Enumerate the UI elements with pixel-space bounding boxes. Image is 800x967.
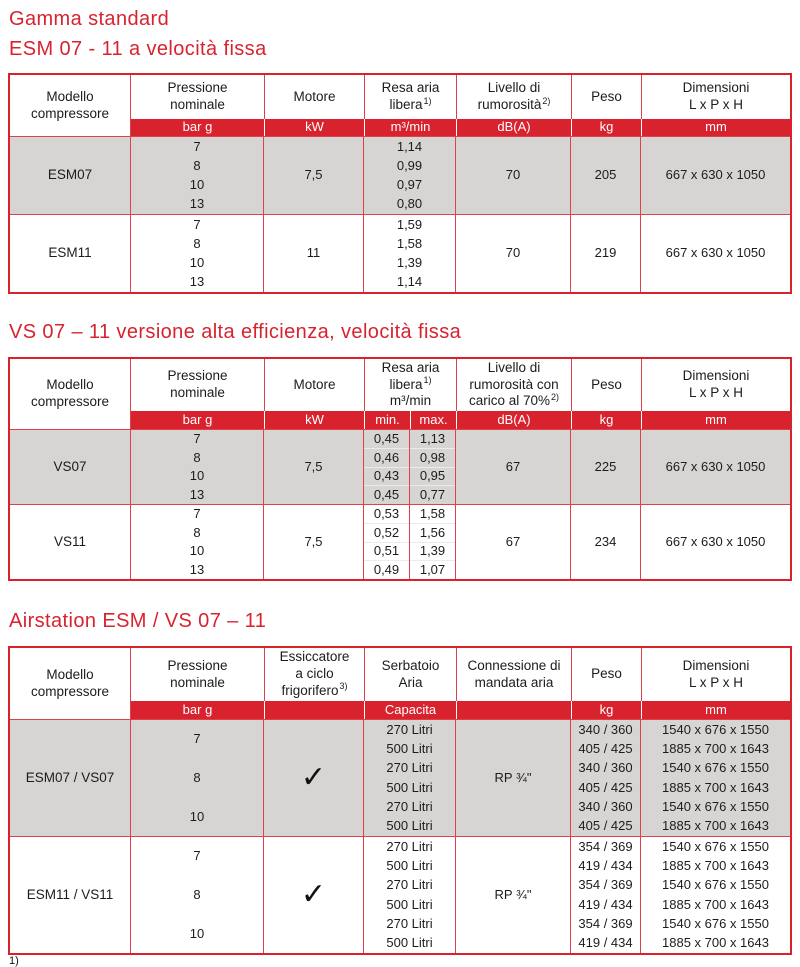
- pressure-value: 8: [193, 524, 201, 540]
- checkmark-icon: ✓: [300, 760, 327, 796]
- tank-capacity-value: 270 Litri: [386, 877, 433, 893]
- unit-dryer: [264, 701, 364, 719]
- unit-min: min.: [364, 411, 410, 429]
- model-name: ESM11: [48, 245, 92, 261]
- column-header-pressure: Pressione nominale: [167, 657, 228, 690]
- section-title-esm: ESM 07 - 11 a velocità fissa: [9, 38, 267, 60]
- noise-value: 67: [455, 430, 570, 504]
- tank-capacity-value: 270 Litri: [386, 915, 433, 931]
- pressure-value: 7: [193, 138, 201, 154]
- motor-value: 7,5: [263, 137, 363, 214]
- column-header-connection: Connessione di mandata aria: [456, 648, 571, 701]
- flow-max-value: 0,77: [410, 485, 455, 504]
- model-name: ESM07 / VS07: [25, 769, 115, 785]
- motor-value: 7,5: [263, 505, 363, 579]
- noise-value: 67: [455, 505, 570, 579]
- unit-pressure: bar g: [182, 411, 213, 427]
- column-header-weight: Peso: [571, 648, 641, 701]
- flow-max-value: 0,95: [410, 467, 455, 486]
- connection-value: RP ¾": [455, 837, 570, 953]
- spec-table-airstation: [8, 646, 792, 955]
- checkmark-icon: ✓: [300, 877, 327, 913]
- unit-dims: mm: [641, 411, 790, 429]
- column-header-weight: Peso: [571, 359, 641, 411]
- connection-value: RP ¾": [455, 720, 570, 836]
- weight-value: 225: [570, 430, 640, 504]
- column-header-noise: Livello di rumorosità$^{2)}$: [456, 75, 571, 119]
- flow-max-value: 1,39: [410, 542, 455, 561]
- flow-min-value: 0,49: [364, 560, 409, 579]
- pressure-value: 7: [193, 216, 201, 232]
- pressure-value: 8: [193, 157, 201, 173]
- unit-pressure: bar g: [182, 119, 213, 135]
- weight-value: 419 / 434: [578, 857, 633, 873]
- column-header-flow: Resa aria libera$^{1)}$ m³/min: [364, 359, 456, 411]
- page-title: Gamma standard: [9, 8, 170, 30]
- unit-tank: Capacita: [364, 701, 456, 719]
- flow-value: 1,14: [396, 274, 423, 290]
- model-name: VS07: [53, 458, 87, 474]
- flow-min-value: 0,53: [373, 505, 400, 521]
- weight-value: 219: [570, 215, 640, 292]
- pressure-value: 10: [189, 177, 205, 192]
- pressure-value: 8: [193, 449, 201, 465]
- flow-value: 1,59: [396, 216, 423, 232]
- flow-value: 0,80: [396, 196, 423, 212]
- weight-value: 340 / 360: [578, 760, 633, 776]
- weight-value: 419 / 434: [578, 935, 633, 951]
- weight-value: 234: [570, 505, 640, 579]
- unit-dims: mm: [641, 701, 790, 719]
- dims-value: 1540 x 676 x 1550: [662, 838, 769, 854]
- flow-min-value: 0,45: [364, 485, 409, 504]
- model-name: ESM11 / VS11: [26, 886, 114, 902]
- unit-noise: dB(A): [456, 119, 571, 136]
- tank-capacity-value: 500 Litri: [386, 857, 433, 873]
- table-row-esm11-vs11: [10, 836, 790, 953]
- dims-value: 1885 x 700 x 1643: [662, 779, 769, 795]
- pressure-value: 7: [193, 431, 201, 447]
- flow-max-value: 1,56: [410, 523, 455, 542]
- column-header-pressure: Pressione nominale: [167, 80, 228, 112]
- units-row: [131, 411, 790, 429]
- flow-min-value: 0,43: [364, 467, 409, 486]
- tank-capacity-value: 500 Litri: [386, 818, 433, 834]
- column-header-weight: Peso: [571, 75, 641, 119]
- noise-value: 70: [455, 215, 570, 292]
- flow-max-value: 0,98: [410, 448, 455, 467]
- table-header: [10, 75, 790, 136]
- pressure-value: 7: [193, 506, 201, 522]
- dims-value: 1540 x 676 x 1550: [662, 877, 769, 893]
- dims-value: 1885 x 700 x 1643: [662, 740, 769, 756]
- dims-value: 1540 x 676 x 1550: [662, 760, 769, 776]
- column-header-pressure: Pressione nominale: [167, 368, 228, 400]
- flow-value: 1,58: [396, 235, 423, 251]
- unit-weight: kg: [571, 701, 641, 719]
- motor-value: 7,5: [263, 430, 363, 504]
- model-name: ESM07: [47, 167, 93, 183]
- unit-motor: kW: [264, 119, 364, 136]
- units-row: [131, 701, 790, 719]
- dims-value: 667 x 630 x 1050: [640, 137, 790, 214]
- dims-value: 1540 x 676 x 1550: [662, 721, 769, 737]
- column-header-model: Modello compressore: [30, 88, 110, 121]
- pressure-value: 13: [189, 486, 205, 502]
- unit-connection: [456, 701, 571, 719]
- column-header-flow: Resa aria libera$^{1)}$: [364, 75, 456, 119]
- column-header-model: Modello compressore: [30, 377, 110, 409]
- tank-capacity-value: 270 Litri: [386, 760, 433, 776]
- pressure-value: 10: [189, 808, 205, 824]
- model-name: VS11: [53, 533, 87, 549]
- tank-capacity-value: 500 Litri: [386, 935, 433, 951]
- weight-value: 354 / 369: [578, 915, 633, 931]
- unit-dims: mm: [641, 119, 790, 136]
- column-header-dims: Dimensioni L x P x H: [641, 75, 790, 119]
- weight-value: 340 / 360: [578, 798, 633, 814]
- flow-value: 1,14: [396, 138, 423, 154]
- motor-value: 11: [263, 215, 363, 292]
- table-header: [10, 648, 790, 719]
- pressure-value: 7: [193, 731, 201, 747]
- dims-value: 1540 x 676 x 1550: [662, 798, 769, 814]
- tank-capacity-value: 270 Litri: [386, 721, 433, 737]
- weight-value: 405 / 425: [578, 818, 633, 834]
- table-row-vs11: [10, 504, 790, 579]
- footnote-ref: 3): [339, 681, 348, 692]
- weight-value: 405 / 425: [578, 779, 633, 795]
- column-header-dims: Dimensioni L x P x H: [641, 359, 790, 411]
- flow-value: 0,99: [396, 157, 423, 173]
- footnote-ref: 2): [551, 391, 560, 402]
- tank-capacity-value: 500 Litri: [386, 896, 433, 912]
- flow-min-value: 0,46: [364, 448, 409, 467]
- flow-min-value: 0,51: [364, 542, 409, 561]
- pressure-value: 10: [189, 543, 205, 559]
- footnote-ref: 1): [423, 375, 432, 386]
- tank-capacity-value: 500 Litri: [386, 740, 433, 756]
- pressure-value: 13: [189, 196, 205, 212]
- table-row-esm07: [10, 136, 790, 214]
- dims-value: 1885 x 700 x 1643: [662, 896, 769, 912]
- spec-table-esm: [8, 73, 792, 294]
- weight-value: 354 / 369: [578, 838, 633, 854]
- pressure-value: 10: [189, 468, 205, 484]
- flow-value: 0,97: [396, 177, 423, 192]
- flow-min-value: 0,52: [364, 523, 409, 542]
- units-row: [131, 119, 790, 136]
- weight-value: 419 / 434: [578, 896, 633, 912]
- column-header-tank: Serbatoio Aria: [364, 648, 456, 701]
- column-header-motor: Motore: [264, 75, 364, 119]
- pressure-value: 10: [189, 255, 205, 270]
- unit-flow: m³/min: [364, 119, 456, 136]
- section-title-vs: VS 07 – 11 versione alta efficienza, velocità fissa: [9, 321, 462, 343]
- flow-max-value: 1,13: [419, 430, 446, 446]
- unit-pressure: bar g: [182, 701, 213, 717]
- unit-noise: dB(A): [456, 411, 571, 429]
- weight-value: 354 / 369: [578, 877, 633, 893]
- flow-max-value: 1,58: [419, 505, 446, 521]
- pressure-value: 8: [193, 235, 201, 251]
- column-header-model: Modello compressore: [30, 666, 110, 699]
- weight-value: 340 / 360: [578, 721, 633, 737]
- flow-max-value: 1,07: [410, 560, 455, 579]
- pressure-value: 7: [193, 848, 201, 864]
- dims-value: 1885 x 700 x 1643: [662, 818, 769, 834]
- unit-motor: kW: [264, 411, 364, 429]
- noise-value: 70: [455, 137, 570, 214]
- unit-weight: kg: [571, 119, 641, 136]
- tank-capacity-value: 270 Litri: [386, 798, 433, 814]
- weight-value: 405 / 425: [578, 740, 633, 756]
- unit-max: max.: [410, 411, 456, 429]
- table-row-esm07-vs07: [10, 719, 790, 836]
- unit-weight: kg: [571, 411, 641, 429]
- column-header-dims: Dimensioni L x P x H: [641, 648, 790, 701]
- pressure-value: 8: [193, 769, 201, 785]
- table-row-esm11: [10, 214, 790, 292]
- dims-value: 667 x 630 x 1050: [640, 505, 790, 579]
- tank-capacity-value: 500 Litri: [386, 779, 433, 795]
- footnote-ref: 1): [423, 95, 432, 106]
- dims-value: 667 x 630 x 1050: [640, 430, 790, 504]
- weight-value: 205: [570, 137, 640, 214]
- pressure-value: 13: [189, 561, 205, 577]
- column-header-noise: Livello di rumorosità con carico al 70%$^{2)}$: [456, 359, 571, 411]
- dims-value: 1885 x 700 x 1643: [662, 857, 769, 873]
- dims-value: 1540 x 676 x 1550: [662, 915, 769, 931]
- dims-value: 667 x 630 x 1050: [640, 215, 790, 292]
- pressure-value: 8: [193, 886, 201, 902]
- column-header-motor: Motore: [264, 359, 364, 411]
- footnote-cutoff: 1): [9, 955, 19, 967]
- spec-table-vs: [8, 357, 792, 581]
- table-row-vs07: [10, 429, 790, 504]
- pressure-value: 13: [189, 274, 205, 290]
- table-header: [10, 359, 790, 429]
- pressure-value: 10: [189, 925, 205, 941]
- column-header-dryer: Essiccatore a ciclo frigorifero$^{3)}$: [264, 648, 364, 701]
- section-title-airstation: Airstation ESM / VS 07 – 11: [9, 610, 267, 632]
- dims-value: 1885 x 700 x 1643: [662, 935, 769, 951]
- flow-value: 1,39: [396, 255, 423, 270]
- flow-min-value: 0,45: [373, 430, 400, 446]
- tank-capacity-value: 270 Litri: [386, 838, 433, 854]
- footnote-ref: 2): [542, 95, 551, 106]
